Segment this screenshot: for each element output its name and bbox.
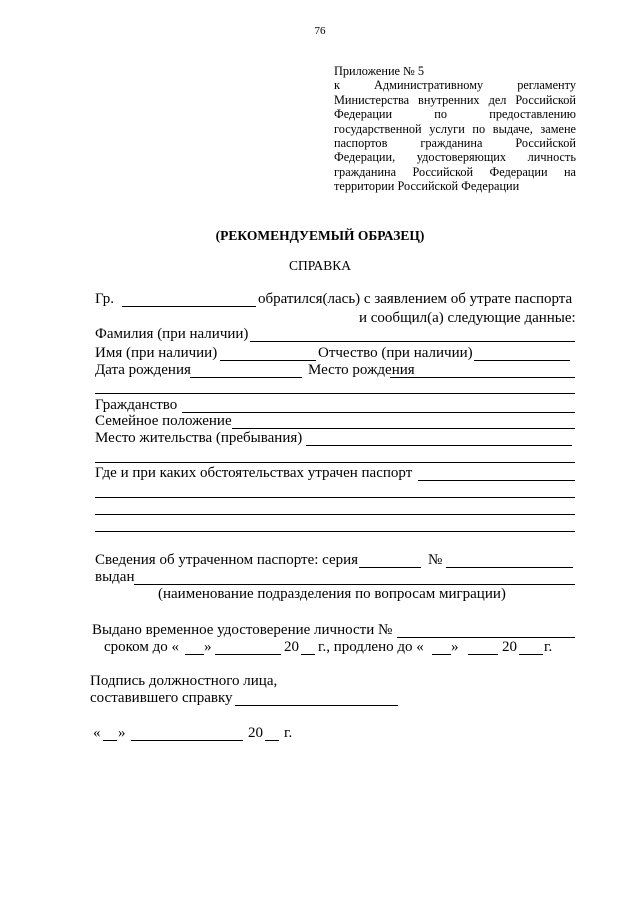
term-label: сроком до « — [104, 639, 180, 655]
date-month-field[interactable] — [131, 740, 243, 741]
patronymic-label: Отчество (при наличии) — [318, 345, 473, 361]
date-year: 20 — [248, 725, 263, 741]
marital-status-field[interactable] — [232, 428, 575, 429]
temp-id-number-field[interactable] — [397, 637, 575, 638]
extended-quote-close: » — [451, 639, 459, 655]
appendix-line: Федерации, удостоверяющих личность — [334, 150, 576, 165]
loss-circumstances-line-4[interactable] — [95, 531, 575, 532]
reported-text: и сообщил(а) следующие данные: — [359, 310, 576, 326]
citizenship-label: Гражданство — [95, 397, 178, 413]
appendix-block — [334, 64, 576, 194]
extended-year-field[interactable] — [519, 654, 543, 655]
birth-date-label: Дата рождения — [95, 362, 191, 378]
number-sign: № — [428, 552, 443, 568]
passport-series-field[interactable] — [359, 567, 421, 568]
loss-circumstances-field[interactable] — [418, 480, 575, 481]
date-year-end: г. — [284, 725, 293, 741]
extended-month-field[interactable] — [468, 654, 498, 655]
date-open: « — [93, 725, 101, 741]
extended-year-end: г. — [544, 639, 553, 655]
residence-label: Место жительства (пребывания) — [95, 430, 303, 446]
surname-field[interactable] — [250, 341, 575, 342]
appendix-line: к Административному регламенту — [334, 78, 576, 93]
issued-label: выдан — [95, 569, 135, 585]
marital-status-label: Семейное положение — [95, 413, 232, 429]
term-year-field[interactable] — [301, 654, 315, 655]
term-day-field[interactable] — [185, 654, 204, 655]
appendix-line: гражданина Российской Федерации на — [334, 164, 576, 179]
date-year-field[interactable] — [265, 740, 279, 741]
signature-label-2: составившего справку — [90, 690, 233, 706]
document-title: СПРАВКА — [288, 258, 352, 273]
name-label: Имя (при наличии) — [95, 345, 218, 361]
loss-circumstances-line-2[interactable] — [95, 497, 575, 498]
lost-passport-label: Сведения об утраченном паспорте: серия — [95, 552, 359, 568]
name-field[interactable] — [220, 360, 316, 361]
extended-year-prefix: 20 — [502, 639, 517, 655]
patronymic-field[interactable] — [474, 360, 570, 361]
applied-text: обратился(лась) с заявлением об утрате паспорта — [258, 291, 573, 307]
date-close: » — [118, 725, 126, 741]
term-month-field[interactable] — [215, 654, 281, 655]
term-year-prefix: 20 — [284, 639, 299, 655]
extended-day-field[interactable] — [432, 654, 451, 655]
appendix-line: Федерации по предоставлению — [334, 107, 576, 122]
appendix-line: Приложение № 5 — [334, 64, 425, 78]
signature-field[interactable] — [235, 705, 398, 706]
date-day-field[interactable] — [103, 740, 117, 741]
issued-caption: (наименование подразделения по вопросам миграции) — [158, 586, 506, 602]
birth-date-field[interactable] — [190, 377, 302, 378]
appendix-line: территории Российской Федерации — [334, 179, 520, 194]
page-number: 76 — [314, 25, 326, 37]
birth-place-field-extra[interactable] — [95, 393, 575, 394]
passport-number-field[interactable] — [446, 567, 573, 568]
birth-place-label: Место рождения — [308, 362, 415, 378]
signature-label-1: Подпись должностного лица, — [90, 673, 278, 689]
residence-field[interactable] — [306, 445, 572, 446]
residence-field-extra[interactable] — [95, 462, 575, 463]
quote-close: » — [204, 639, 212, 655]
extended-label: г., продлено до « — [318, 639, 424, 655]
applicant-name-field[interactable] — [122, 306, 256, 307]
appendix-line: паспортов гражданина Российской — [334, 135, 576, 150]
issued-by-field[interactable] — [134, 584, 575, 585]
gr-label: Гр. — [95, 291, 114, 307]
appendix-line: Министерства внутренних дел Российской — [334, 92, 576, 107]
citizenship-field[interactable] — [182, 412, 575, 413]
surname-label: Фамилия (при наличии) — [95, 326, 249, 342]
appendix-line: государственной услуги по выдаче, замене — [334, 121, 576, 136]
loss-circumstances-line-3[interactable] — [95, 514, 575, 515]
birth-place-field[interactable] — [390, 377, 575, 378]
loss-circumstances-label: Где и при каких обстоятельствах утрачен паспорт — [95, 465, 413, 481]
temp-id-label: Выдано временное удостоверение личности № — [92, 622, 393, 638]
sample-label: (РЕКОМЕНДУЕМЫЙ ОБРАЗЕЦ) — [215, 228, 425, 243]
